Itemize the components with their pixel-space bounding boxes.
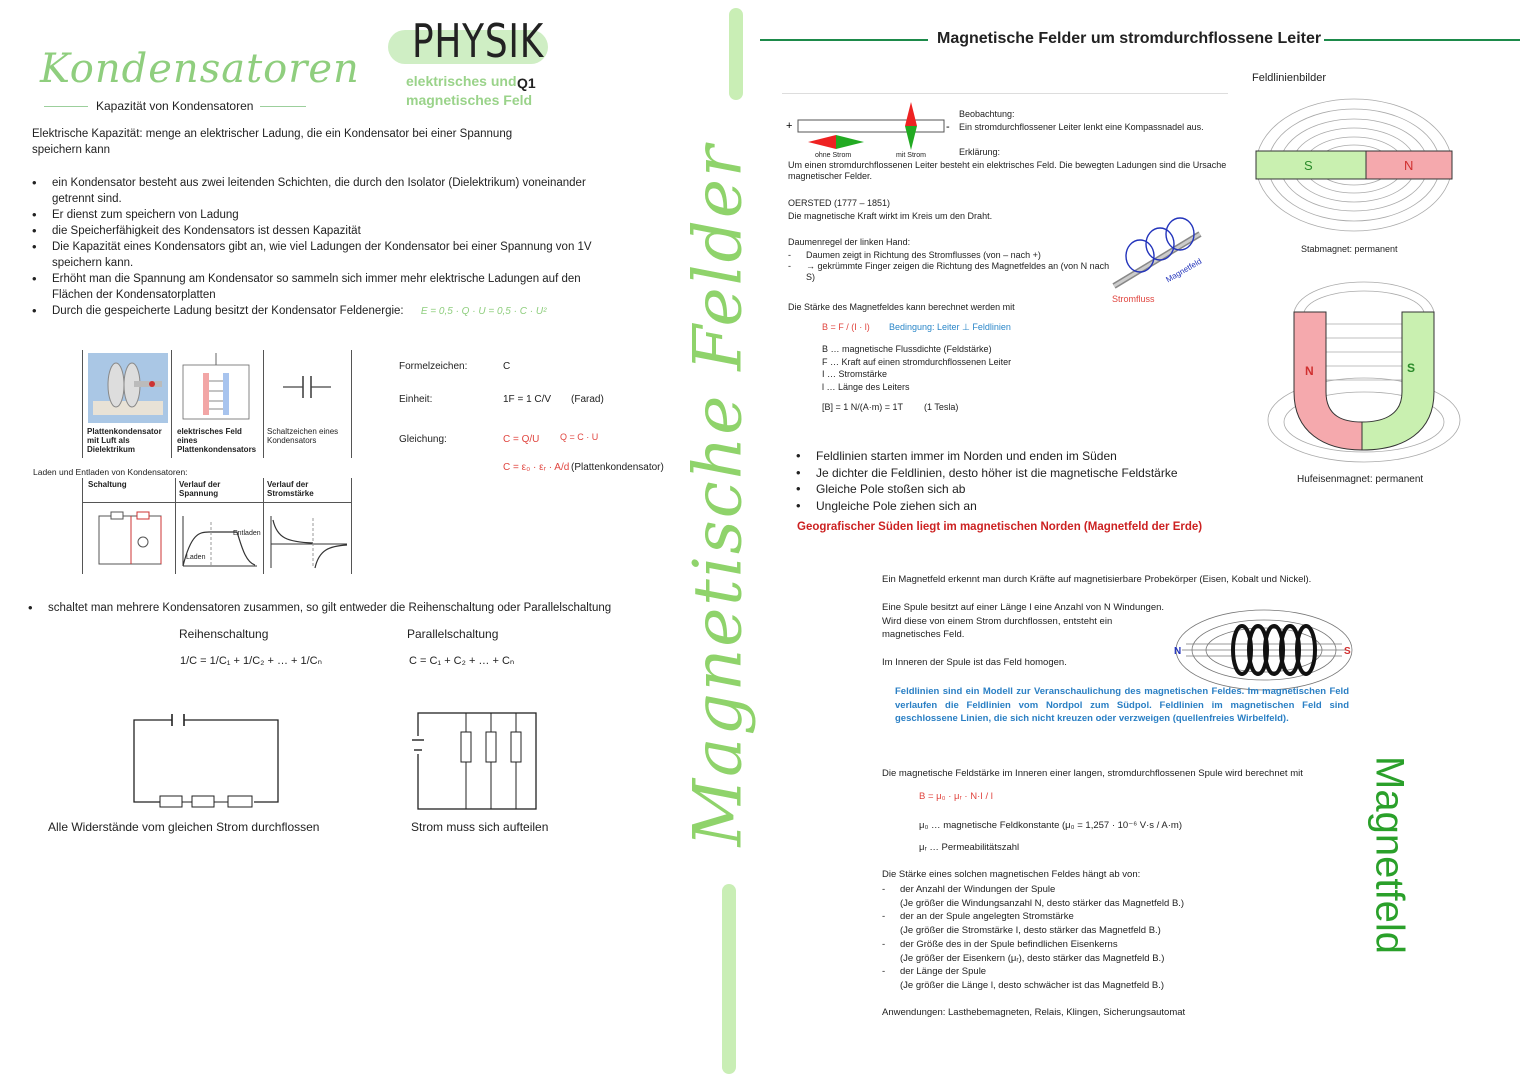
formula-label-gleichung: Gleichung: [399,434,447,445]
daumen-list [788,250,1116,283]
horseshoe-magnet-diagram [1264,272,1464,468]
definition-i: I … Stromstärke [822,369,888,379]
oersted-text: Die magnetische Kraft wirkt im Kreis um den Draht. [788,211,993,221]
formula-label-zeichen: Formelzeichen: [399,361,468,372]
caption-symbol: Schaltzeichen eines Kondensators [267,427,339,445]
spine-bar-bottom [722,884,736,1074]
spule-text: Eine Spule besitzt auf einer Länge l eine Anzahl von N Windungen. Wird diese von einem Strom durchflossen, entsteht ein magnetisches Feld. [882,602,1165,640]
expl-label: Erklärung: [959,147,1001,157]
subtitle-line2: magnetisches Feld [406,92,533,108]
bar-magnet-diagram [1252,92,1456,236]
bullet-text: Durch die gespeicherte Ladung besitzt der Kondensator Feldenergie: [52,305,404,317]
bullet: • Er dienst zum speichern von Ladung [52,207,597,223]
stab-label: Stabmagnet: permanent [1301,244,1398,254]
horseshoe-s: S [1407,361,1416,375]
feldlinien-title: Feldlinienbilder [1252,72,1326,84]
q-label: Q1 [517,75,536,91]
laden-header-strom: Verlauf der Stromstärke [267,480,314,498]
vertical-title: Magnetische Felder [679,143,757,847]
bullet: • ein Kondensator besteht aus zwei leitenden Schichten, die durch den Isolator (Dielektrikum) voneinander getrennt sind. [52,175,597,207]
formula-label-einheit: Einheit: [399,394,433,405]
mur-text: μᵣ … Permeabilitätszahl [919,842,1020,853]
obs-text: Ein stromdurchflossener Leiter lenkt eine Kompassnadel aus. [959,122,1204,132]
field-facts [796,448,1236,514]
formula-einheit: 1F = 1 C/V [503,394,552,405]
bullet: • die Speicherfähigkeit des Kondensators ist dessen Kapazität [52,223,597,239]
series-caption: Alle Widerstände vom gleichen Strom durchflossen [48,820,320,834]
fact: • Feldlinien starten immer im Norden und enden im Süden [816,448,1236,465]
abhaengig-item: - der Länge der Spule (Je größer die Länge l, desto schwächer ist das Magnetfeld B.) [900,965,1280,992]
abhaengig-item: - der Größe des in der Spule befindlichen Eisenkerns (Je größer der Eisenkern (μᵣ), desto stärker das Magnetfeld B.) [900,938,1280,965]
formula-plattenkondensator: C = ε₀ · εᵣ · A/d [503,462,570,473]
abhaengig-item: - der Anzahl der Windungen der Spule (Je größer die Windungsanzahl N, desto stärker das Magnetfeld B.) [900,883,1280,910]
abhaengig-list [882,883,1280,993]
laden-title: Laden und Entladen von Kondensatoren: [33,467,188,477]
feldstaerke-text: Die magnetische Feldstärke im Inneren einer langen, stromdurchflossenen Spule wird berechnet mit [882,768,1303,779]
bullet: • Erhöht man die Spannung am Kondensator so sammeln sich immer mehr elektrische Ladungen auf den Flächen der Kondensatorplatten [52,271,597,303]
subtitle-line1: elektrisches und [406,73,517,89]
oersted: OERSTED (1777 – 1851) [788,198,891,208]
blue-note: Feldlinien sind ein Modell zur Veranschaulichung des magnetischen Feldes. Im magnetischen Feld verlaufen die Feldlinien vom Nordpol zum Südpol. Feldlinien im magnetischen Feld sind geschlossene Linien, die sich nicht kreuzen oder verzweigen (quellenfreies Wirbelfeld). [895,686,1349,725]
homogen-text: Im Inneren der Spule ist das Feld homogen. [882,657,1067,668]
daumen-item: - → gekrümmte Finger zeigen die Richtung des Magnetfeldes an (von N nach S) [806,261,1116,283]
reihe-title: Reihenschaltung [179,627,269,641]
title-rule-left [760,39,928,41]
plate-capacitor-image [88,353,168,423]
right-title: Magnetische Felder um stromdurchflossene Leiter [937,30,1322,47]
formula-farad: (Farad) [571,394,604,405]
definitions [822,343,1011,393]
bar-magnet-s: S [1304,158,1313,173]
field-image [181,353,251,421]
parallel-caption: Strom muss sich aufteilen [411,820,549,834]
bullet [52,303,597,320]
side-title-magnetfeld: Magnetfeld [1367,756,1412,954]
capacitor-bullets [32,175,597,320]
combination-bullet [28,600,688,616]
parallel-formula: C = C₁ + C₂ + … + Cₙ [409,655,515,667]
formula-c-q-u: C = Q/U [503,434,540,445]
mit-strom-label: mit Strom [896,152,926,159]
series-circuit-diagram [130,712,282,808]
physik-heading: PHYSIK [412,14,545,68]
coil-field-diagram [1172,604,1356,692]
mu0-text: μ₀ … magnetische Feldkonstante (μ₀ = 1,257 · 10⁻⁶ V·s / A·m) [919,820,1182,831]
daumen-item: - Daumen zeigt in Richtung des Stromflusses (von – nach +) [806,250,1116,261]
caption-field: elektrisches Feld eines Plattenkondensators [177,427,257,454]
svg-text:N: N [1174,646,1182,657]
definition-f: F … Kraft auf einen stromdurchflossenen Leiter [822,356,1012,367]
formula-q-c-u: Q = C · U [560,432,599,442]
reihe-formula: 1/C = 1/C₁ + 1/C₂ + … + 1/Cₙ [180,655,322,667]
svg-text:+: + [786,120,793,132]
bullet: • Die Kapazität eines Kondensators gibt an, wie viel Ladungen der Kondensator bei einer Spannung von 1V speichern kann. [52,239,597,271]
entladen-label: Entladen [233,530,261,537]
definition: Elektrische Kapazität: menge an elektrischer Ladung, die ein Kondensator bei einer Spannung speichern kann [32,128,513,156]
laden-header-schaltung: Schaltung [88,480,127,489]
daumen-title: Daumenregel der linken Hand: [788,237,911,247]
obs-label: Beobachtung: [959,109,1015,119]
energy-formula: E = 0,5 · Q · U = 0,5 · C · U² [420,306,547,317]
anwendungen: Anwendungen: Lasthebemagneten, Relais, Klingen, Sicherungsautomat [882,1007,1186,1018]
capacitor-image-grid [82,350,353,458]
abhaengig-item: - der an der Spule angelegten Stromstärke (Je größer die Stromstärke I, desto stärker das Magnetfeld B.) [900,910,1280,937]
subtitle-rule [782,93,1228,94]
parallel-circuit-diagram [400,710,540,812]
hufeisen-label: Hufeisenmagnet: permanent [1297,474,1424,485]
bar-magnet-n: N [1404,158,1414,173]
thumb-rule-diagram [1108,216,1208,296]
fact: • Gleiche Pole stoßen sich ab [816,481,1236,498]
magnetfeld-diagram-label: Magnetfeld [1164,256,1204,285]
horseshoe-n: N [1305,364,1314,378]
geo-note: Geografischer Süden liegt im magnetischen Norden (Magnetfeld der Erde) [797,521,1203,533]
laden-table [82,478,353,574]
bullet: • schaltet man mehrere Kondensatoren zusammen, so gilt entweder die Reihenschaltung oder Parallelschaltung [48,600,688,616]
abhaengig-title: Die Stärke eines solchen magnetischen Feldes hängt ab von: [882,869,1141,880]
formula-zeichen: C [503,361,511,372]
strom-graph [267,514,349,570]
title-rule-right [1324,39,1520,41]
bedingung: Bedingung: Leiter ⊥ Feldlinien [889,322,1011,332]
b-formula: B = F / (I · l) [822,322,870,332]
expl-text: Um einen stromdurchflossenen Leiter besteht ein elektrisches Feld. Die bewegten Ladungen sind die Ursache magnetischer Felder. [788,160,1227,181]
laden-circuit [91,508,169,568]
stromfluss-label: Stromfluss [1112,294,1155,304]
probe-text: Ein Magnetfeld erkennt man durch Kräfte auf magnetisierbare Probekörper (Eisen, Kobalt und Nickel). [882,574,1312,585]
capacitor-symbol [283,372,331,402]
svg-text:-: - [946,121,950,133]
compass-experiment-diagram [784,100,954,158]
laden-header-spannung: Verlauf der Spannung [179,480,221,498]
definition-b: B … magnetische Flussdichte (Feldstärke) [822,344,992,354]
staerke-text: Die Stärke des Magnetfeldes kann berechnet werden mit [788,302,1015,312]
spine-bar-top [729,8,743,100]
spule-formula: B = μ₀ · μᵣ · N·I / l [919,791,993,802]
section-heading: Kapazität von Kondensatoren [96,99,254,113]
fact: • Je dichter die Feldlinien, desto höher ist die magnetische Feldstärke [816,465,1236,482]
definition-l: l … Länge des Leiters [822,381,910,392]
tesla-label: (1 Tesla) [924,402,959,412]
parallel-title: Parallelschaltung [407,627,499,641]
fact: • Ungleiche Pole ziehen sich an [816,498,1236,515]
ohne-strom-label: ohne Strom [815,152,852,159]
section-line-left [44,106,88,107]
caption-plate-capacitor: Plattenkondensator mit Luft als Dielektrikum [87,427,162,454]
formula-plattenkondensator-note: (Plattenkondensator) [571,462,664,473]
laden-label: Laden [186,554,206,561]
section-line-right [260,106,306,107]
svg-text:S: S [1344,646,1351,657]
unit-formula: [B] = 1 N/(A·m) = 1T [822,402,904,412]
left-title: Kondensatoren [40,46,360,92]
